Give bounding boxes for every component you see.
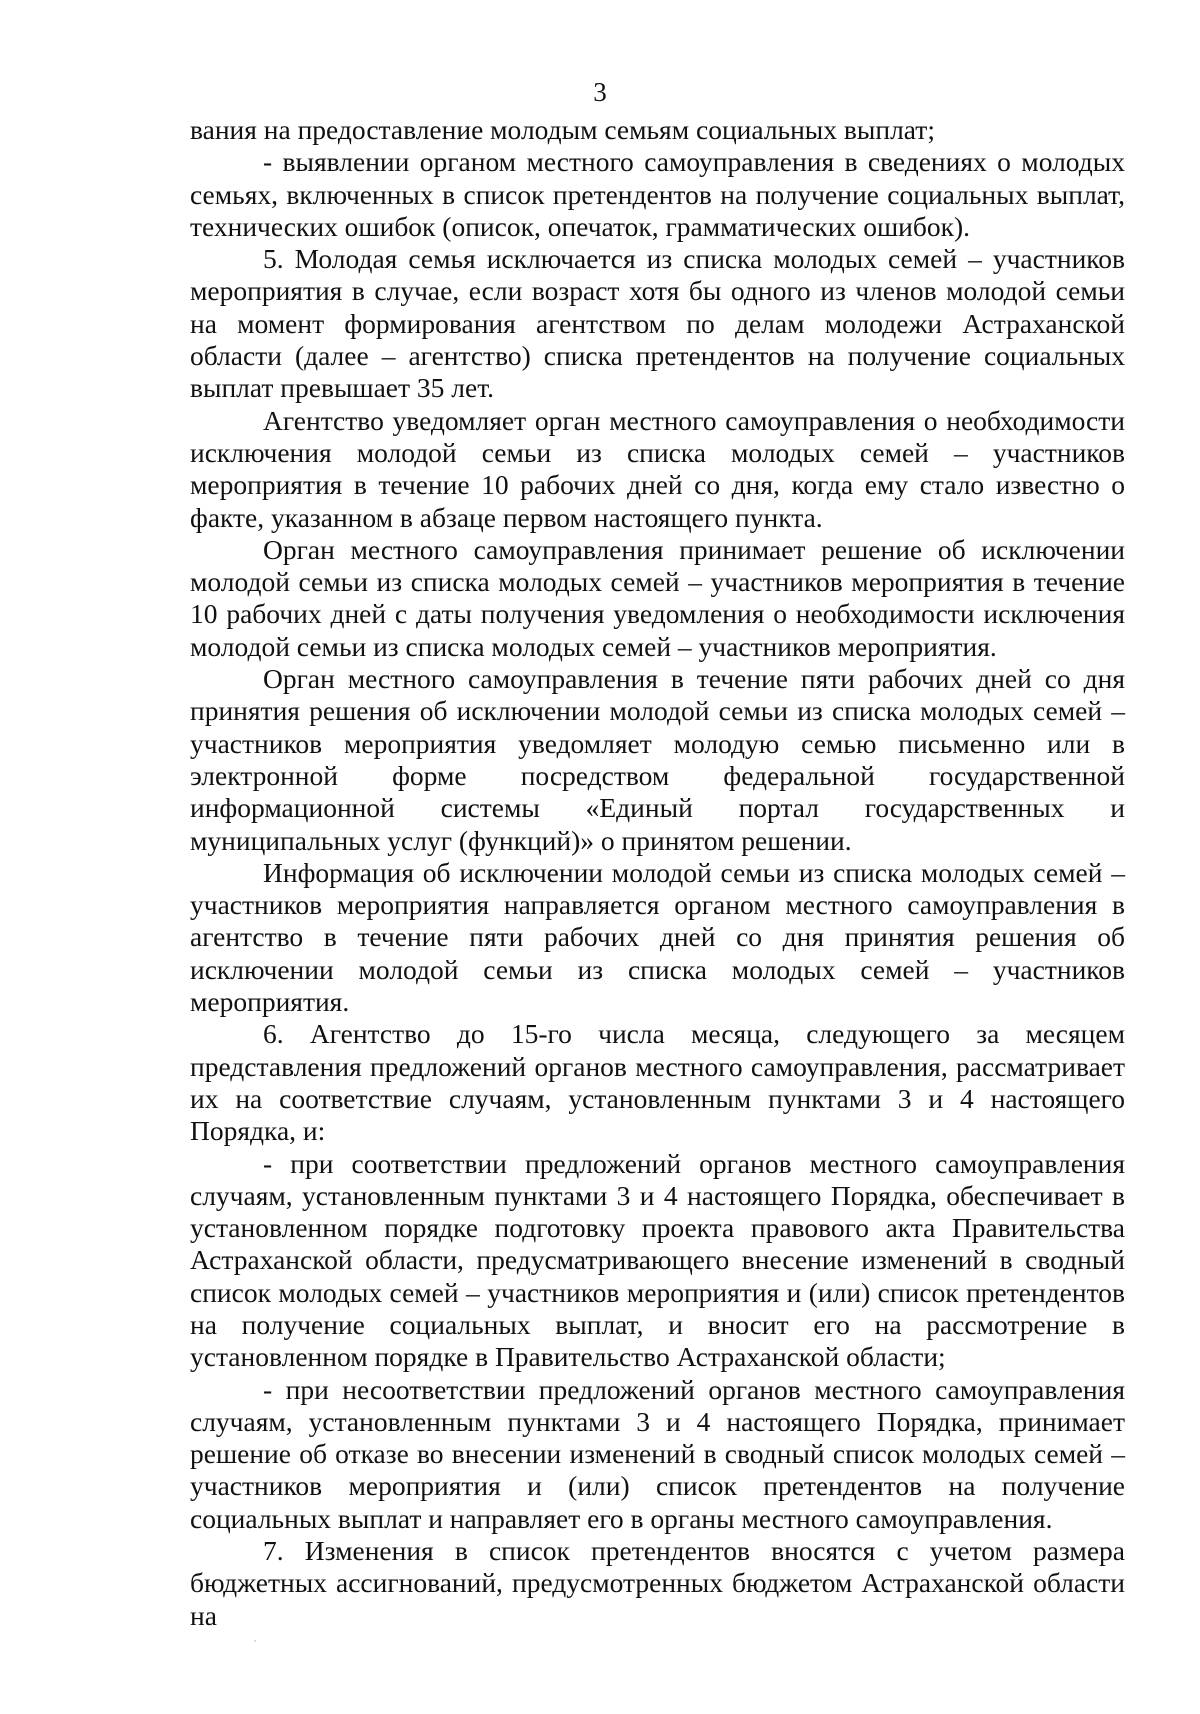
page-number: 3: [593, 77, 607, 107]
document-body: [190, 114, 1125, 1632]
paragraph-item-6: 6. Агентство до 15-го числа месяца, следующего за месяцем представления предложений органов местного самоуправления, рассматривает их на соответствие случаям, установленным пунктами 3 и 4 настоящего Порядка, и:: [190, 1018, 1125, 1147]
paragraph-family-notification: Орган местного самоуправления в течение пяти рабочих дней со дня принятия решения об исключении молодой семьи из списка молодых семей – участников мероприятия уведомляет молодую семью письменно или в электронной форме посредством федеральной государственной информационной системы «Единый портал государственных и муниципальных услуг (функций)» о принятом решении.: [190, 663, 1125, 856]
paragraph-item-5: 5. Молодая семья исключается из списка молодых семей – участников мероприятия в случае, если возраст хотя бы одного из членов молодой семьи на момент формирования агентством по делам молодежи Астраханской области (далее – агентство) списка претендентов на получение социальных выплат превышает 35 лет.: [190, 243, 1125, 404]
paragraph-continuation: вания на предоставление молодым семьям социальных выплат;: [190, 114, 935, 145]
paragraph-non-compliance: - при несоответствии предложений органов местного самоуправления случаям, установленным пунктами 3 и 4 настоящего Порядка, принимает решение об отказе во внесении изменений в сводный список молодых семей – участников мероприятия и (или) список претендентов на получение социальных выплат и направляет его в органы местного самоуправления.: [190, 1373, 1125, 1534]
paragraph-compliance: - при соответствии предложений органов местного самоуправления случаям, установленным пунктами 3 и 4 настоящего Порядка, обеспечивает в установленном порядке подготовку проекта правового акта Правительства Астраханской области, предусматривающего внесение изменений в сводный список молодых семей – участников мероприятия и (или) список претендентов на получение социальных выплат, и вносит его на рассмотрение в установленном порядке в Правительство Астраханской области;: [190, 1147, 1125, 1373]
paragraph-exclusion-decision: Орган местного самоуправления принимает решение об исключении молодой семьи из списка молодых семей – участников мероприятия в течение 10 рабочих дней с даты получения уведомления о необходимости исключения молодой семьи из списка молодых семей – участников мероприятия.: [190, 533, 1125, 662]
scan-speck: [254, 1640, 256, 1642]
paragraph-technical-errors: - выявлении органом местного самоуправления в сведениях о молодых семьях, включенных в список претендентов на получение социальных выплат, технических ошибок (описок, опечаток, грамматических ошибок).: [190, 146, 1125, 242]
paragraph-item-7: 7. Изменения в список претендентов вносятся с учетом размера бюджетных ассигнований, предусмотренных бюджетом Астраханской области на: [190, 1535, 1125, 1631]
paragraph-agency-notification: Агентство уведомляет орган местного самоуправления о необходимости исключения молодой семьи из списка молодых семей – участников мероприятия в течение 10 рабочих дней со дня, когда ему стало известно о факте, указанном в абзаце первом настоящего пункта.: [190, 404, 1125, 533]
paragraph-exclusion-information: Информация об исключении молодой семьи из списка молодых семей – участников мероприятия направляется органом местного самоуправления в агентство в течение пяти рабочих дней со дня принятия решения об исключении молодой семьи из списка молодых семей – участников мероприятия.: [190, 856, 1125, 1018]
